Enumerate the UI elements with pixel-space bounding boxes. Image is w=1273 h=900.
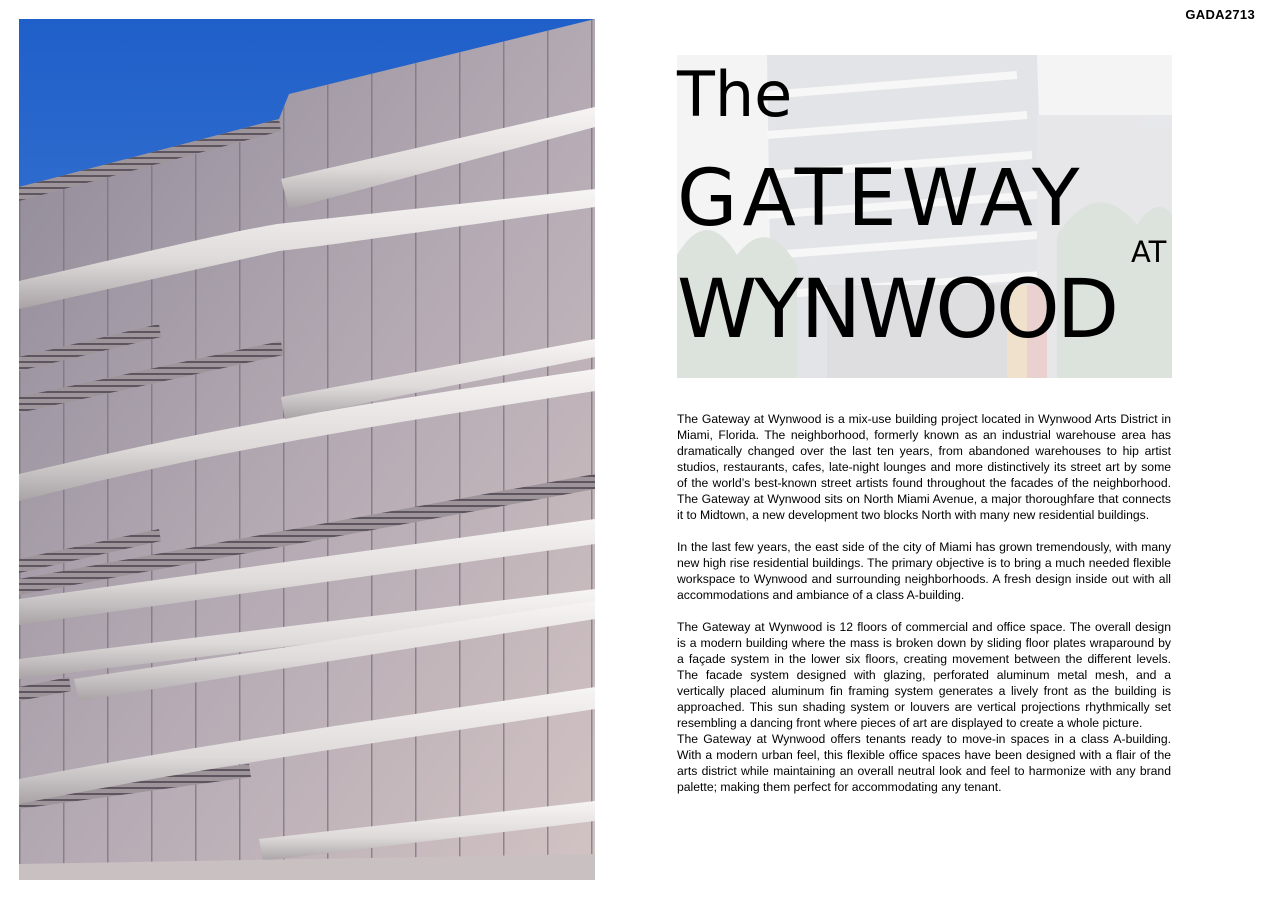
title-the: The <box>677 58 793 131</box>
paragraph-3: The Gateway at Wynwood is 12 floors of commercial and office space. The overall design is a modern building where the mass is broken down by sliding floor plates wraparound by a façade system in the lower six floors, creating movement between the different levels. The facade system designed with glazing, perforated aluminum metal mesh, and a vertically placed aluminum fin framing system generates a lively front as the building is approached. This sun shading system or louvers are vertical projections rhythmically set resembling a dancing front where pieces of art are displayed to create a whole picture. <box>677 620 1171 730</box>
title-at: AT <box>1131 235 1167 269</box>
body-text <box>677 411 1171 795</box>
title-wynwood: WYNWOOD <box>677 263 1117 357</box>
sheet-code: GADA2713 <box>1185 7 1255 22</box>
paragraph-1: The Gateway at Wynwood is a mix-use building project located in Wynwood Arts District in Miami, Florida. The neighborhood, formerly known as an industrial warehouse area has dramatically changed over the last ten years, from abandoned warehouses to hip artist studios, restaurants, cafes, late-night lounges and more distinctively its street art by some of the world’s best-known street artists found throughout the facades of the neighborhood. The Gateway at Wynwood sits on North Miami Avenue, a major thoroughfare that connects it to Midtown, a new development two blocks North with many new residential buildings. <box>677 412 1171 522</box>
paragraph-4: The Gateway at Wynwood offers tenants ready to move-in spaces in a class A-building. With a modern urban feel, this flexible office spaces have been designed with a flair of the arts district while maintaining an overall neutral look and feel to harmonize with any brand palette; making them perfect for accommodating any tenant. <box>677 732 1171 794</box>
building-facade-photo <box>19 19 595 880</box>
title-gateway: GATEWAY <box>677 154 1085 244</box>
paragraph-2: In the last few years, the east side of the city of Miami has grown tremendously, with many new high rise residential buildings. The primary objective is to bring a much needed flexible workspace to Wynwood and surrounding neighborhoods. A fresh design inside out with all accommodations and ambiance of a class A-building. <box>677 540 1171 602</box>
